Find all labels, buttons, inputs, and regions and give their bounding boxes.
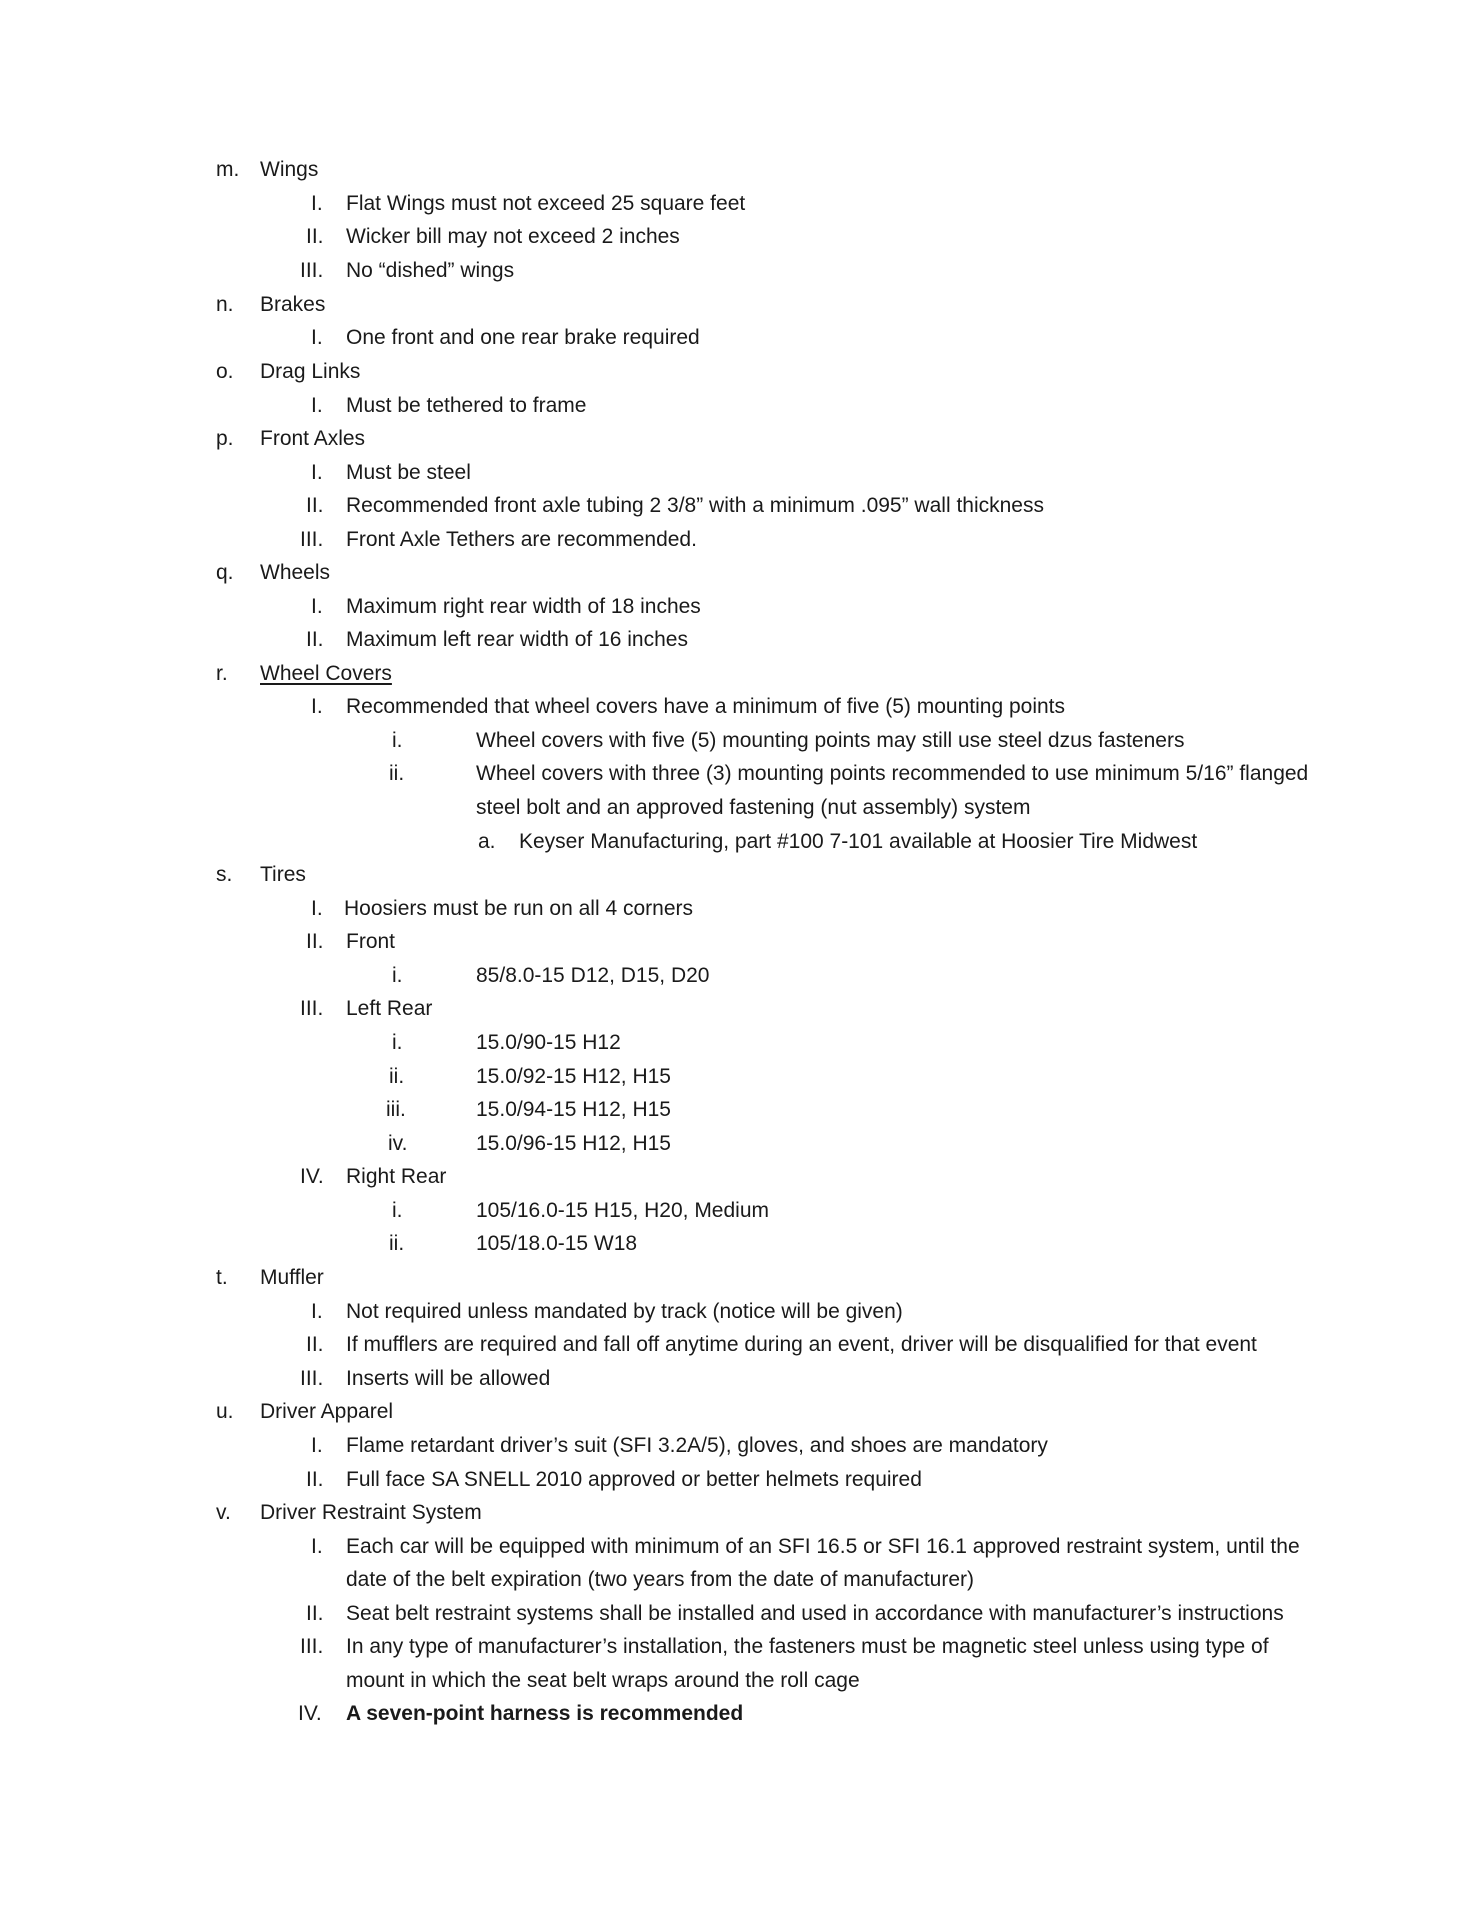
item-text-continued: date of the belt expiration (two years from the date of manufacturer): [346, 1568, 974, 1591]
roman-marker: II.: [306, 494, 324, 517]
item-text: Full face SA SNELL 2010 approved or better helmets required: [346, 1468, 922, 1491]
roman-marker: III.: [300, 997, 324, 1020]
roman-marker: II.: [306, 225, 324, 248]
item-text: Left Rear: [346, 997, 433, 1020]
tire-spec: 15.0/90-15 H12: [476, 1031, 621, 1054]
lower-roman-marker: iv.: [388, 1132, 408, 1155]
section-title: Front Axles: [260, 427, 366, 450]
section-title: Driver Apparel: [260, 1400, 394, 1423]
tire-spec: 85/8.0-15 D12, D15, D20: [476, 964, 710, 987]
tire-spec: 105/16.0-15 H15, H20, Medium: [476, 1199, 770, 1222]
tire-spec: 15.0/96-15 H12, H15: [476, 1132, 671, 1155]
item-text: Hoosiers must be run on all 4 corners: [344, 897, 693, 920]
alpha-marker: a.: [478, 830, 496, 853]
section-marker: q.: [216, 561, 234, 584]
item-text: Maximum left rear width of 16 inches: [346, 628, 688, 651]
item-text: Seat belt restraint systems shall be installed and used in accordance with manufacturer’s instructions: [346, 1602, 1284, 1625]
lower-roman-marker: i.: [392, 729, 403, 752]
section-marker: p.: [216, 427, 234, 450]
section-marker: r.: [216, 662, 228, 685]
lower-roman-marker: ii.: [389, 762, 405, 785]
item-text: Wheel covers with five (5) mounting points may still use steel dzus fasteners: [476, 729, 1185, 752]
tire-spec: 15.0/94-15 H12, H15: [476, 1098, 671, 1121]
item-text: Maximum right rear width of 18 inches: [346, 595, 701, 618]
item-text: Not required unless mandated by track (notice will be given): [346, 1300, 903, 1323]
lower-roman-marker: i.: [392, 1031, 403, 1054]
item-text: Each car will be equipped with minimum of an SFI 16.5 or SFI 16.1 approved restraint system, until the: [346, 1535, 1300, 1558]
roman-marker: I.: [311, 394, 323, 417]
roman-marker: I.: [311, 595, 323, 618]
roman-marker: I.: [311, 897, 323, 920]
item-text: Flat Wings must not exceed 25 square feet: [346, 192, 746, 215]
roman-marker: III.: [300, 1635, 324, 1658]
section-title: Muffler: [260, 1266, 324, 1289]
item-text: Inserts will be allowed: [346, 1367, 551, 1390]
section-marker: v.: [216, 1501, 231, 1524]
roman-marker: II.: [306, 930, 324, 953]
lower-roman-marker: ii.: [389, 1232, 405, 1255]
section-marker: s.: [216, 863, 233, 886]
roman-marker: I.: [311, 695, 323, 718]
roman-marker: IV.: [298, 1702, 322, 1725]
item-text: Must be steel: [346, 461, 471, 484]
item-text: In any type of manufacturer’s installation, the fasteners must be magnetic steel unless using type of: [346, 1635, 1269, 1658]
roman-marker: I.: [311, 461, 323, 484]
section-title: Driver Restraint System: [260, 1501, 482, 1524]
roman-marker: II.: [306, 1468, 324, 1491]
section-marker: m.: [216, 158, 240, 181]
item-text: Front Axle Tethers are recommended.: [346, 528, 697, 551]
section-marker: u.: [216, 1400, 234, 1423]
roman-marker: III.: [300, 259, 324, 282]
item-text: Front: [346, 930, 396, 953]
roman-marker: III.: [300, 1367, 324, 1390]
item-text: Right Rear: [346, 1165, 447, 1188]
item-text: Wheel covers with three (3) mounting points recommended to use minimum 5/16” flanged: [476, 762, 1309, 785]
section-title: Wheel Covers: [260, 662, 392, 685]
item-text: Wicker bill may not exceed 2 inches: [346, 225, 680, 248]
roman-marker: II.: [306, 1333, 324, 1356]
section-title: Drag Links: [260, 360, 361, 383]
tire-spec: 15.0/92-15 H12, H15: [476, 1065, 671, 1088]
section-title: Wheels: [260, 561, 331, 584]
section-marker: o.: [216, 360, 234, 383]
lower-roman-marker: i.: [392, 1199, 403, 1222]
item-text: Recommended that wheel covers have a minimum of five (5) mounting points: [346, 695, 1066, 718]
item-text: Keyser Manufacturing, part #100 7-101 available at Hoosier Tire Midwest: [519, 830, 1198, 853]
roman-marker: I.: [311, 1434, 323, 1457]
item-text: No “dished” wings: [346, 259, 515, 282]
roman-marker: II.: [306, 1602, 324, 1625]
item-text: Flame retardant driver’s suit (SFI 3.2A/5), gloves, and shoes are mandatory: [346, 1434, 1048, 1457]
lower-roman-marker: ii.: [389, 1065, 405, 1088]
lower-roman-marker: iii.: [386, 1098, 406, 1121]
item-text: If mufflers are required and fall off anytime during an event, driver will be disqualified for that event: [346, 1333, 1257, 1356]
item-text: Recommended front axle tubing 2 3/8” with a minimum .095” wall thickness: [346, 494, 1044, 517]
section-title: Wings: [260, 158, 319, 181]
roman-marker: IV.: [300, 1165, 324, 1188]
roman-marker: II.: [306, 628, 324, 651]
tire-spec: 105/18.0-15 W18: [476, 1232, 638, 1255]
section-marker: t.: [216, 1266, 228, 1289]
item-text-continued: steel bolt and an approved fastening (nut assembly) system: [476, 796, 1031, 819]
roman-marker: I.: [311, 1535, 323, 1558]
section-title: Brakes: [260, 293, 326, 316]
roman-marker: III.: [300, 528, 324, 551]
roman-marker: I.: [311, 192, 323, 215]
item-text-continued: mount in which the seat belt wraps around the roll cage: [346, 1669, 860, 1692]
item-text: Must be tethered to frame: [346, 394, 587, 417]
roman-marker: I.: [311, 1300, 323, 1323]
lower-roman-marker: i.: [392, 964, 403, 987]
item-text-emphasis: A seven-point harness is recommended: [346, 1702, 744, 1725]
section-title: Tires: [260, 863, 306, 886]
section-marker: n.: [216, 293, 234, 316]
item-text: One front and one rear brake required: [346, 326, 700, 349]
roman-marker: I.: [311, 326, 323, 349]
